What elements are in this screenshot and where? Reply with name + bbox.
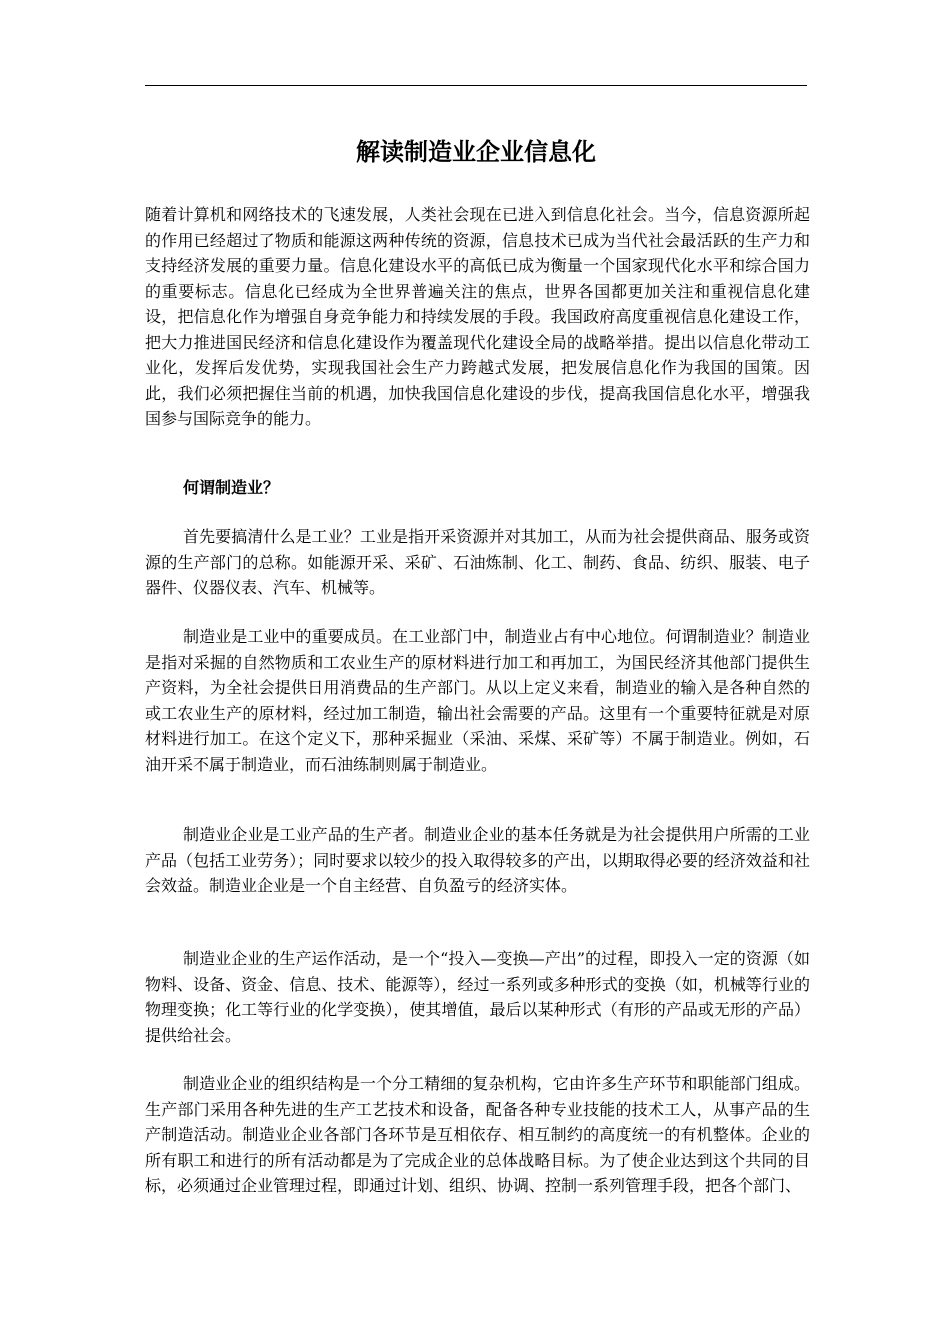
paragraph-manufacturing-enterprise: 制造业企业是工业产品的生产者。制造业企业的基本任务就是为社会提供用户所需的工业产品（包括工业劳务）；同时要求以较少的投入取得较多的产出，以期取得必要的经济效益和社会效益。制造业企业是一个自主经营、自负盈亏的经济实体。 bbox=[145, 825, 810, 895]
header-divider bbox=[145, 85, 807, 86]
section-heading: 何谓制造业？ bbox=[183, 478, 280, 497]
intro-paragraph: 随着计算机和网络技术的飞速发展，人类社会现在已进入到信息化社会。当今，信息资源所起的作用已经超过了物质和能源这两种传统的资源，信息技术已成为当代社会最活跃的生产力和支持经济发展的重要力量。信息化建设水平的高低已成为衡量一个国家现代化水平和综合国力的重要标志。信息化已经成为全世界普遍关注的焦点，世界各国都更加关注和重视信息化建设，把信息化作为增强自身竞争能力和持续发展的手段。我国政府高度重视信息化建设工作，把大力推进国民经济和信息化建设作为覆盖现代化建设全局的战略举措。提出以信息化带动工业化，发挥后发优势，实现我国社会生产力跨越式发展，把发展信息化作为我国的国策。因此，我们必须把握住当前的机遇，加快我国信息化建设的步伐，提高我国信息化水平，增强我国参与国际竞争的能力。 bbox=[145, 205, 810, 428]
paragraph-organization-structure: 制造业企业的组织结构是一个分工精细的复杂机构，它由许多生产环节和职能部门组成。生产部门采用各种先进的生产工艺技术和设备，配备各种专业技能的技术工人，从事产品的生产制造活动。制造业企业各部门各环节是互相依存、相互制约的高度统一的有机整体。企业的所有职工和进行的所有活动都是为了完成企业的总体战略目标。为了使企业达到这个共同的目标，必须通过企业管理过程，即通过计划、组织、协调、控制一系列管理手段，把各个部门、 bbox=[145, 1074, 810, 1195]
paragraph-manufacturing-definition: 制造业是工业中的重要成员。在工业部门中，制造业占有中心地位。何谓制造业？制造业是指对采掘的自然物质和工农业生产的原材料进行加工和再加工，为国民经济其他部门提供生产资料，为全社会提供日用消费品的生产部门。从以上定义来看，制造业的输入是各种自然的或工农业生产的原材料，经过加工制造，输出社会需要的产品。这里有一个重要特征就是对原材料进行加工。在这个定义下，那种采掘业（采油、采煤、采矿等）不属于制造业。例如，石油开采不属于制造业，而石油练制则属于制造业。 bbox=[145, 627, 810, 774]
page-title: 解读制造业企业信息化 bbox=[356, 138, 596, 166]
paragraph-industry-definition: 首先要搞清什么是工业？工业是指开采资源并对其加工，从而为社会提供商品、服务或资源的生产部门的总称。如能源开采、采矿、石油炼制、化工、制药、食品、纺织、服装、电子器件、仪器仪表、汽车、机械等。 bbox=[145, 527, 810, 597]
paragraph-production-process: 制造业企业的生产运作活动，是一个“投入—变换—产出”的过程，即投入一定的资源（如物料、设备、资金、信息、技术、能源等），经过一系列或多种形式的变换（如，机械等行业的物理变换；化工等行业的化学变换），使其增值，最后以某种形式（有形的产品或无形的产品）提供给社会。 bbox=[145, 949, 810, 1045]
